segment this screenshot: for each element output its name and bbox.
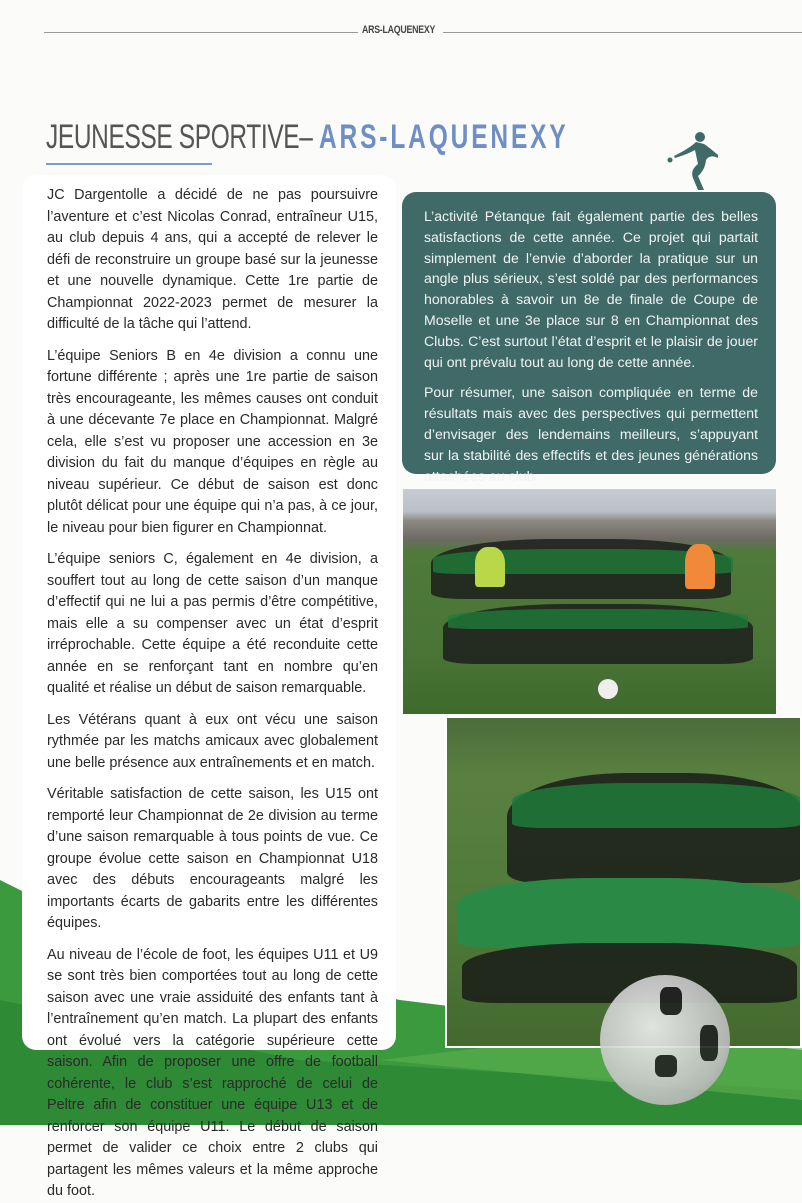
petanque-player-icon: [660, 130, 720, 192]
paragraph-intro: JC Dargentolle a décidé de ne pas poursuivre l’aventure et c’est Nicolas Conrad, entraîneur U15, au club depuis 4 ans, qui a accepté de relever le défi de reconstruire un groupe basé sur la jeunesse et une nouvelle dynamique. Cette 1re partie de Championnat 2022-2023 permet de mesurer la difficulté de la tâche qui l’attend.: [47, 187, 378, 332]
paragraph-petanque: L’activité Pétanque fait également partie des belles satisfactions de cette année. Ce projet qui partait simplement de l’envie d’aborder la pratique sur un angle plus sérieux, s’est soldé par des performances honorables à savoir un 8e de finale de Coupe de Moselle et une 3e place sur 8 en Championnat des Clubs. C’est surtout l’état d’esprit et le plaisir de jouer qui ont prévalu tout au long de cette année.: [424, 208, 758, 370]
paragraph-seniors-c: L’équipe seniors C, également en 4e division, a souffert tout au long de cette saison d’un manque d’effectif qui ne lui a pas permis d’être compétitive, mais elle a su compenser avec un état d’esprit irréprochable. Cette équipe a été reconduite cette année en se renforçant tant en nombre qu’en qualité et réalise un début de saison remarquable.: [47, 551, 378, 696]
title-part-1: JEUNESSE SPORTIVE–: [46, 118, 313, 156]
title-underline: [46, 163, 212, 165]
title-part-2: ARS-LAQUENEXY: [318, 118, 569, 156]
page-title: [46, 118, 569, 157]
header-rule-right: [443, 32, 802, 33]
paragraph-veterans: Les Vétérans quant à eux ont vécu une saison rythmée par les matchs amicaux avec globalement une belle présence aux entraînements et en match.: [47, 711, 378, 771]
main-article-column: [22, 175, 396, 1199]
football-ball-decoration: [600, 975, 730, 1105]
petanque-sidebar-box: [402, 192, 776, 484]
paragraph-seniors-b: L’équipe Seniors B en 4e division a connu une fortune différente ; après une 1re partie de saison très encourageante, les mêmes causes ont conduit à une décevante 7e place en Championnat. Malgré cela, elle s’est vu proposer une accession en 3e division du fait du manque d’équipes en règle au niveau supérieur. Ce début de saison est donc plutôt délicat pour une équipe qui n’a pas, à ce jour, le niveau pour bien figurer en Championnat.: [47, 347, 378, 536]
paragraph-ecole-de-foot: Au niveau de l’école de foot, les équipes U11 et U9 se sont très bien comportées tout au long de cette saison avec une vraie assiduité des enfants tant à l’entraînement qu’en match. La plupart des enfants ont évolué vers la catégorie supérieure cette saison. Afin de proposer une offre de football cohérente, le club s’est rapproché de celui de Peltre afin de constituer une équipe U13 et de renforcer son équipe U11. Le début de saison permet de valider ce choix entre 2 clubs qui partagent les mêmes valeurs et la même approche du foot.: [47, 946, 378, 1199]
running-header: ARS-LAQUENEXY: [362, 24, 436, 36]
paragraph-u15: Véritable satisfaction de cette saison, les U15 ont remporté leur Championnat de 2e division au terme d’une saison remarquable à tous points de vue. Ce groupe évolue cette saison en Championnat U18 avec des débuts encourageants malgré les importants écarts de gabarits entre les différentes équipes.: [47, 786, 378, 931]
paragraph-summary: Pour résumer, une saison compliquée en terme de résultats mais avec des perspectives qui permettent d’envisager des lendemains meilleurs, s’appuyant sur la stabilité des effectifs et des jeunes générations attachées au club.: [424, 384, 758, 484]
header-rule-left: [44, 32, 358, 33]
senior-team-photo: [403, 489, 776, 714]
